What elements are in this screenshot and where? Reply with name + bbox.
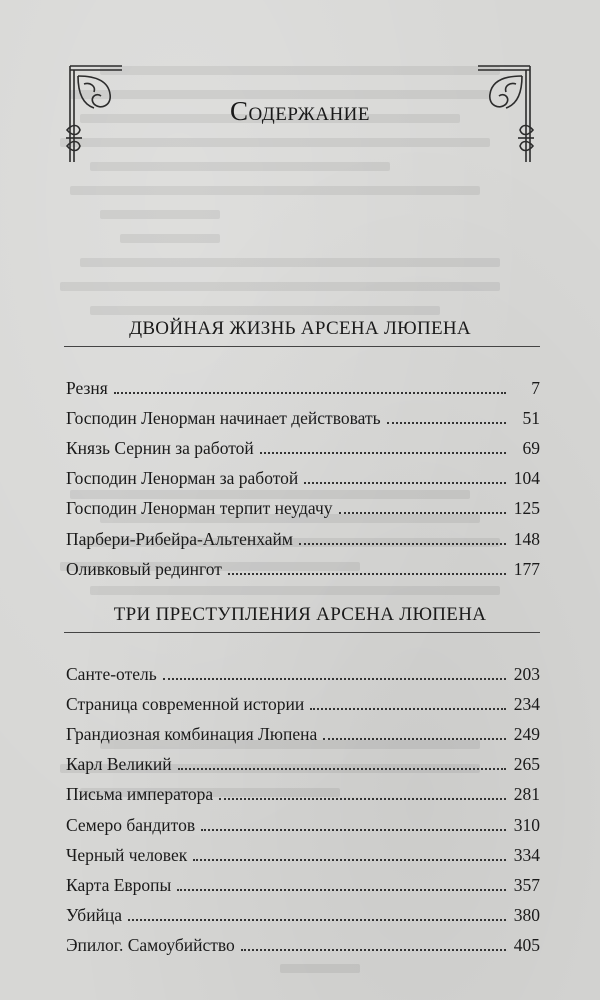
toc-entry[interactable] xyxy=(66,694,540,720)
toc-entry-page: 177 xyxy=(513,559,540,579)
toc-entry-title: Эпилог. Самоубийство xyxy=(66,935,235,955)
toc-entry-title: Князь Сернин за работой xyxy=(66,438,254,458)
dot-leader xyxy=(241,948,506,951)
toc-entry-page: 265 xyxy=(513,754,540,774)
toc-entry-title: Господин Ленорман за работой xyxy=(66,468,299,488)
dot-leader xyxy=(260,451,506,454)
toc-entry-page: 104 xyxy=(513,468,540,488)
dot-leader xyxy=(163,677,506,680)
toc-entry[interactable] xyxy=(66,724,540,750)
toc-entry-page: 357 xyxy=(513,875,540,895)
dot-leader xyxy=(219,797,506,800)
page-title: Содержание xyxy=(229,96,371,126)
dot-leader xyxy=(310,707,506,710)
dot-leader xyxy=(323,737,506,740)
toc-entry[interactable] xyxy=(66,754,540,780)
toc-entry-page: 249 xyxy=(513,724,540,744)
toc-entry[interactable] xyxy=(66,559,540,585)
dot-leader xyxy=(178,767,506,770)
dot-leader xyxy=(114,391,506,394)
toc-entry[interactable] xyxy=(66,468,540,494)
toc-entry-title: Карта Европы xyxy=(66,875,172,895)
toc-entry-page: 51 xyxy=(522,408,540,428)
toc-entry-page: 7 xyxy=(531,378,540,398)
toc-entry[interactable] xyxy=(66,905,540,931)
toc-entry-page: 125 xyxy=(513,498,540,518)
toc-entry-title: Грандиозная комбинация Люпена xyxy=(66,724,318,744)
toc-entry-page: 234 xyxy=(513,694,540,714)
toc-entry[interactable] xyxy=(66,498,540,524)
dot-leader xyxy=(228,572,506,575)
toc-entry-title: Убийца xyxy=(66,905,123,925)
toc-entry-page: 203 xyxy=(513,664,540,684)
toc-entry-title: Страница современной истории xyxy=(66,694,305,714)
toc-entry-title: Карл Великий xyxy=(66,754,172,774)
toc-entry[interactable] xyxy=(66,529,540,555)
toc-entry-title: Санте-отель xyxy=(66,664,157,684)
toc-entry-page: 310 xyxy=(513,815,540,835)
toc-entry[interactable] xyxy=(66,935,540,961)
dot-leader xyxy=(128,918,506,921)
toc-entry[interactable] xyxy=(66,875,540,901)
toc-entry-title: Парбери-Рибейра-Альтенхайм xyxy=(66,529,293,549)
toc-entry[interactable] xyxy=(66,815,540,841)
toc-entry[interactable] xyxy=(66,438,540,464)
toc-entry-page: 69 xyxy=(522,438,540,458)
toc-entry-page: 380 xyxy=(513,905,540,925)
toc-entry[interactable] xyxy=(66,845,540,871)
toc-entry-page: 148 xyxy=(513,529,540,549)
section-title: ДВОЙНАЯ ЖИЗНЬ АРСЕНА ЛЮПЕНА xyxy=(129,318,471,339)
dot-leader xyxy=(201,828,506,831)
toc-entry-title: Оливковый редингот xyxy=(66,559,222,579)
dot-leader xyxy=(177,888,506,891)
toc-entry-title: Черный человек xyxy=(66,845,188,865)
toc-entry-page: 334 xyxy=(513,845,540,865)
dot-leader xyxy=(304,481,506,484)
dot-leader xyxy=(299,542,506,545)
toc-entry-title: Господин Ленорман начинает действовать xyxy=(66,408,381,428)
dot-leader xyxy=(387,421,506,424)
toc-entry-page: 281 xyxy=(513,784,540,804)
toc-entry[interactable] xyxy=(66,408,540,434)
toc-entry[interactable] xyxy=(66,664,540,690)
dot-leader xyxy=(193,858,506,861)
toc-entry-title: Семеро бандитов xyxy=(66,815,196,835)
section-title: ТРИ ПРЕСТУПЛЕНИЯ АРСЕНА ЛЮПЕНА xyxy=(113,604,487,625)
toc-entry-title: Резня xyxy=(66,378,108,398)
dot-leader xyxy=(339,511,506,514)
toc-entry[interactable] xyxy=(66,784,540,810)
toc-entry-title: Господин Ленорман терпит неудачу xyxy=(66,498,333,518)
toc-entry-page: 405 xyxy=(513,935,540,955)
toc-entry[interactable] xyxy=(66,378,540,404)
section-divider xyxy=(64,632,540,633)
toc-entry-title: Письма императора xyxy=(66,784,214,804)
section-divider xyxy=(64,346,540,347)
